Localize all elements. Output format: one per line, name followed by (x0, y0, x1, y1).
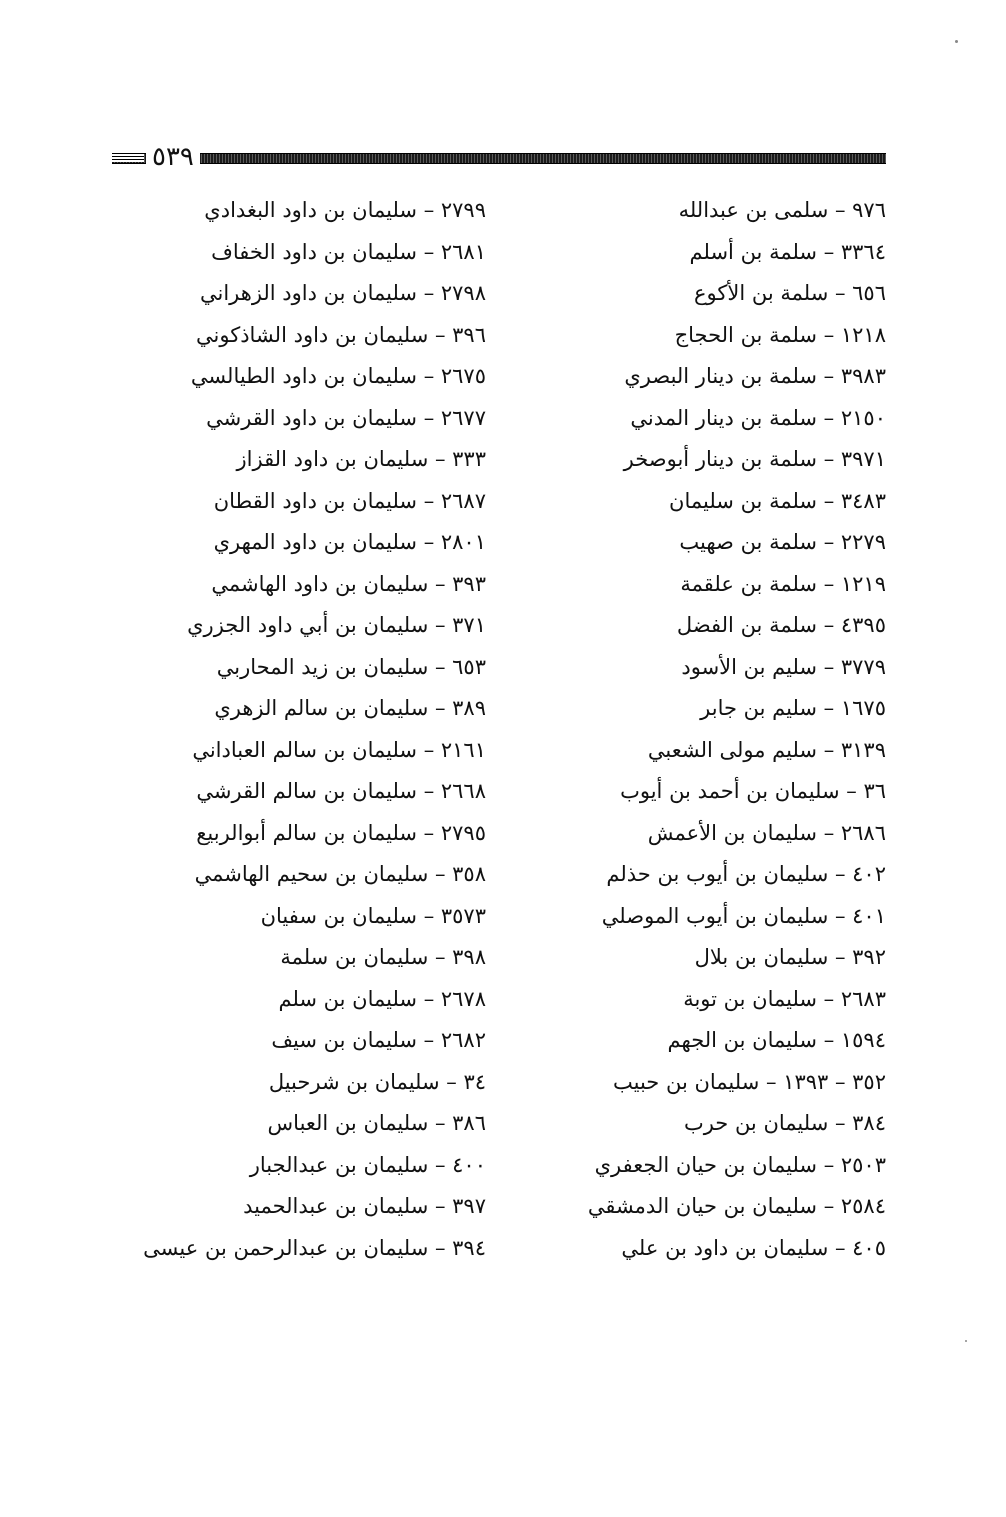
index-entry: ٣٩٧١ – سلمة بن دينار أبوصخر (623, 447, 886, 471)
index-entry: ٣٩٤ – سليمان بن عبدالرحمن بن عيسى (143, 1235, 486, 1260)
index-entry: ٢٦٨٧ – سليمان بن داود القطان (213, 488, 486, 513)
index-entry: ١٦٧٥ – سليم بن جابر (700, 696, 886, 720)
page-number: ٥٣٩ (146, 142, 200, 172)
index-entry: ٣٤ – سليمان بن شرحبيل (268, 1069, 486, 1094)
index-column-left (116, 190, 486, 1269)
index-entry: ٢٦٧٥ – سليمان بن داود الطيالسي (190, 364, 486, 388)
index-entry: ٢٦٨٢ – سليمان بن سيف (271, 1028, 486, 1052)
index-entry: ٣٩٨ – سليمان بن سلمة (280, 945, 486, 969)
header-rule (112, 153, 886, 164)
index-entry: ٢١٦١ – سليمان بن سالم العباداني (192, 737, 486, 762)
index-entry: ٢٦٨٦ – سليمان بن الأعمش (647, 820, 886, 845)
index-entry: ٣٨٦ – سليمان بن العباس (267, 1111, 486, 1135)
index-entry: ٣٥٢ – ١٣٩٣ – سليمان بن حبيب (613, 1069, 886, 1094)
index-entry: ٣٧١ – سليمان بن أبي داود الجزري (187, 613, 486, 637)
index-entry: ٣٩٨٣ – سلمة بن دينار البصري (624, 364, 886, 388)
index-entry: ٤٠٠ – سليمان بن عبدالجبار (249, 1152, 486, 1177)
index-column-right (556, 190, 886, 1269)
index-entry: ٣٧٧٩ – سليم بن الأسود (681, 654, 886, 679)
index-entry: ٤٠٥ – سليمان بن داود بن علي (621, 1235, 886, 1260)
index-entry: ٢٦٧٧ – سليمان بن داود القرشي (206, 405, 486, 430)
index-entry: ٣٣٣ – سليمان بن داود القزاز (236, 447, 486, 471)
index-entry: ٣٩٢ – سليمان بن بلال (694, 945, 886, 969)
index-entry: ١٢١٨ – سلمة بن الحجاج (674, 322, 886, 347)
index-entry: ٢٦٨١ – سليمان بن داود الخفاف (211, 239, 486, 264)
index-entry: ٢٥٨٤ – سليمان بن حيان الدمشقي (587, 1194, 886, 1218)
index-entry: ٢٦٨٣ – سليمان بن توبة (683, 986, 886, 1011)
index-entry: ١٥٩٤ – سليمان بن الجهم (667, 1028, 886, 1052)
index-entry: ٤٠١ – سليمان بن أيوب الموصلي (601, 903, 886, 928)
index-entry: ٣٩٧ – سليمان بن عبدالحميد (243, 1194, 486, 1218)
header-ornament (112, 153, 144, 162)
index-entry: ٦٥٦ – سلمة بن الأكوع (693, 281, 886, 305)
index-entry: ٤٣٩٥ – سلمة بن الفضل (676, 613, 886, 637)
index-entry: ٣٨٤ – سليمان بن حرب (683, 1111, 886, 1135)
index-entry: ٢٧٩٩ – سليمان بن داود البغدادي (204, 198, 486, 222)
index-entry: ٣٩٣ – سليمان بن داود الهاشمي (211, 571, 486, 596)
index-entry: ٣٨٩ – سليمان بن سالم الزهري (214, 696, 486, 720)
index-entry: ٢٦٦٨ – سليمان بن سالم القرشي (196, 779, 486, 803)
index-entry: ٣٥٧٣ – سليمان بن سفيان (260, 903, 486, 928)
page-header (112, 142, 886, 172)
index-entry: ٣٥٨ – سليمان بن سحيم الهاشمي (194, 862, 486, 886)
index-entry: ٣٦ – سليمان بن أحمد بن أيوب (620, 779, 886, 803)
index-entry: ٢٦٧٨ – سليمان بن سلم (278, 986, 486, 1011)
index-entry: ١٢١٩ – سلمة بن علقمة (680, 571, 886, 596)
index-entry: ٣١٣٩ – سليم مولى الشعبي (647, 737, 886, 762)
index-entry: ٢٥٠٣ – سليمان بن حيان الجعفري (594, 1152, 886, 1177)
index-entry: ٢٧٩٥ – سليمان بن سالم أبوالربيع (196, 820, 486, 845)
index-entry: ٣٣٦٤ – سلمة بن أسلم (689, 239, 886, 264)
index-entry: ٢٢٧٩ – سلمة بن صهيب (679, 530, 886, 554)
scan-speck (965, 1340, 967, 1342)
index-entry: ٦٥٣ – سليمان بن زيد المحاربي (216, 654, 486, 679)
index-entry: ٢٧٩٨ – سليمان بن داود الزهراني (199, 281, 486, 305)
index-entry: ٤٠٢ – سليمان بن أيوب بن حذلم (606, 862, 886, 886)
scan-speck (955, 40, 958, 43)
index-entry: ٣٩٦ – سليمان بن داود الشاذكوني (196, 322, 486, 347)
index-entry: ٣٤٨٣ – سلمة بن سليمان (669, 488, 886, 513)
index-entry: ٢١٥٠ – سلمة بن دينار المدني (630, 405, 886, 430)
index-entry: ٢٨٠١ – سليمان بن داود المهري (213, 530, 486, 554)
index-entry: ٩٧٦ – سلمى بن عبدالله (678, 198, 886, 222)
